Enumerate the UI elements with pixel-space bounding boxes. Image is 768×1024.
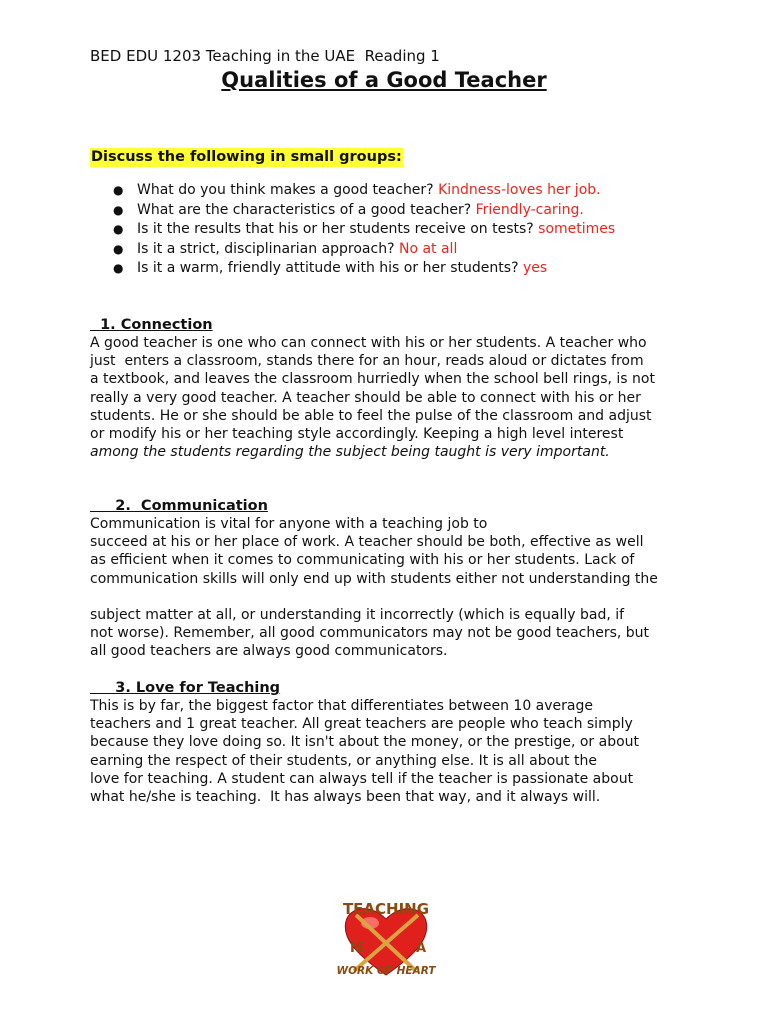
paragraph-line <box>90 588 690 606</box>
bullet-icon: ● <box>113 222 124 237</box>
question-text: What do you think makes a good teacher? <box>137 182 439 198</box>
answer-text: Friendly-caring. <box>475 201 584 218</box>
bullet-icon: ● <box>113 202 124 217</box>
paragraph-line: students. He or she should be able to feel the pulse of the classroom and adjust <box>90 407 652 424</box>
paragraph-line: A good teacher is one who can connect with his or her students. A teacher who <box>90 335 647 351</box>
answer-text: yes <box>522 260 548 277</box>
logo-word-top: TEACHING <box>342 900 430 918</box>
paragraph-line: subject matter at all, or understanding it incorrectly (which is equally bad, if <box>90 606 625 623</box>
bullet-icon: ● <box>113 183 124 197</box>
paragraph-line: really a very good teacher. A teacher should be able to connect with his or her <box>90 389 641 406</box>
paragraph-line: love for teaching. A student can always tell if the teacher is passionate about <box>90 770 634 787</box>
paragraph-line: This is by far, the biggest factor that differentiates between 10 average <box>90 698 593 714</box>
paragraph-line: because they love doing so. It isn't about the money, or the prestige, or about <box>90 734 640 751</box>
question-text: Is it a warm, friendly attitude with his or her students? <box>137 260 523 277</box>
paragraph-line: earning the respect of their students, or anything else. It is all about the <box>90 752 597 769</box>
answer-text: sometimes <box>538 221 616 238</box>
bullet-icon: ● <box>113 261 124 276</box>
paragraph-line: what he/she is teaching. It has always been that way, and it always will. <box>90 788 601 805</box>
paragraph-line: not worse). Remember, all good communicators may not be good teachers, but <box>90 625 650 642</box>
section-love-for-teaching <box>90 679 690 806</box>
question-text: Is it a strict, disciplinarian approach? <box>137 240 399 257</box>
paragraph-line: or modify his or her teaching style accordingly. Keeping a high level interest <box>90 425 624 442</box>
logo-word-right: A <box>416 941 427 956</box>
paragraph-line-italic: among the students regarding the subject being taught is very important. <box>90 444 610 461</box>
list-item <box>90 259 615 279</box>
list-item <box>90 201 615 221</box>
section-heading: 1. Connection <box>90 317 213 333</box>
section-communication <box>90 497 690 661</box>
paragraph-line: just enters a classroom, stands there for an hour, reads aloud or dictates from <box>90 353 644 370</box>
paragraph-line: as efficient when it comes to communicating with his or her students. Lack of <box>90 552 635 569</box>
logo-word-left: IS <box>350 941 365 956</box>
question-text: What are the characteristics of a good teacher? <box>137 201 476 218</box>
answer-text: No at all <box>398 240 458 257</box>
section-connection <box>90 316 690 461</box>
teaching-heart-logo <box>336 895 436 979</box>
answer-text: Kindness-loves her job. <box>438 182 601 198</box>
question-text: Is it the results that his or her students receive on tests? <box>137 221 539 238</box>
paragraph-line: a textbook, and leaves the classroom hurriedly when the school bell rings, is not <box>90 371 655 388</box>
page-title: Qualities of a Good Teacher <box>221 68 547 92</box>
discussion-prompt: Discuss the following in small groups: <box>91 149 402 165</box>
paragraph-line: succeed at his or her place of work. A teacher should be both, effective as well <box>90 534 644 551</box>
list-item <box>90 240 615 260</box>
paragraph-line: communication skills will only end up with students either not understanding the <box>90 570 658 587</box>
paragraph-line: Communication is vital for anyone with a teaching job to <box>90 516 488 532</box>
course-line: BED EDU 1203 Teaching in the UAE Reading 1 <box>90 47 440 65</box>
logo-word-bottom: WORK OF HEART <box>336 965 436 977</box>
list-item <box>90 220 615 240</box>
paragraph-line: all good teachers are always good communicators. <box>90 643 448 660</box>
paragraph-line: teachers and 1 great teacher. All great teachers are people who teach simply <box>90 716 633 733</box>
bullet-icon: ● <box>113 241 124 256</box>
section-heading: 3. Love for Teaching <box>90 680 281 696</box>
discussion-question-list <box>90 181 615 279</box>
section-heading: 2. Communication <box>90 498 268 514</box>
list-item <box>90 181 615 201</box>
